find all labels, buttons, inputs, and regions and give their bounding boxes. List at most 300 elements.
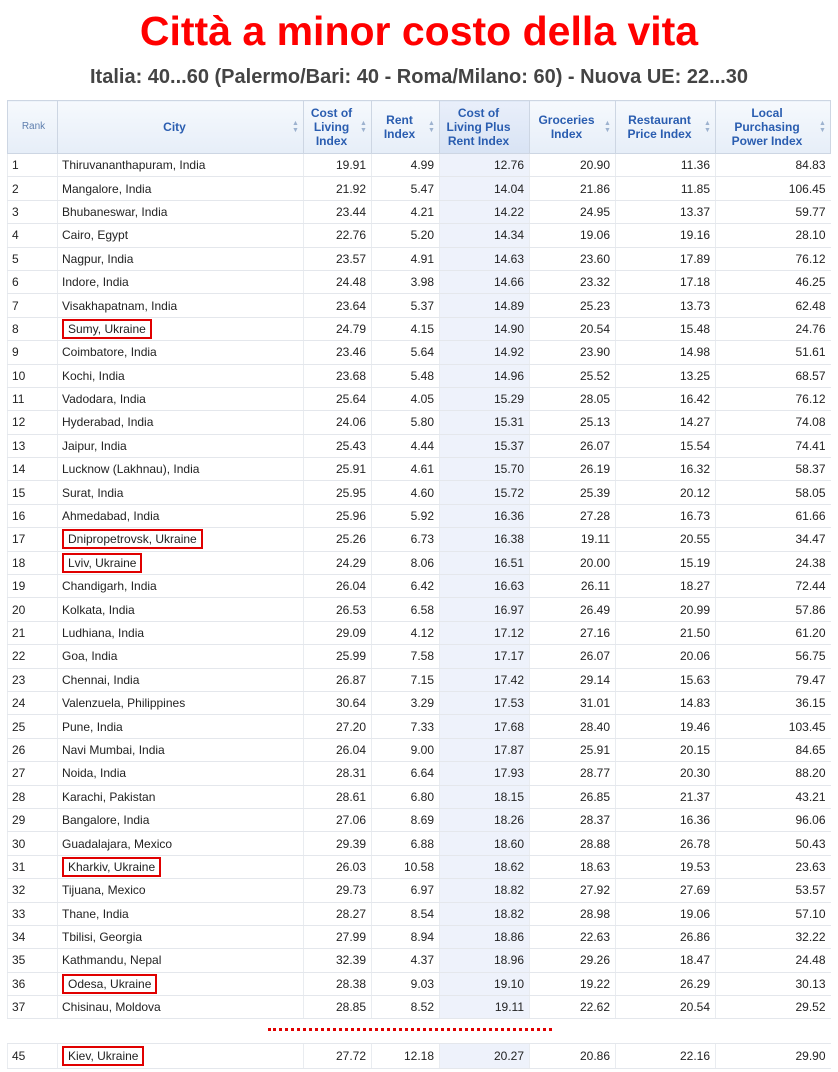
- city-name[interactable]: Bhubaneswar, India: [62, 204, 168, 219]
- groceries-cell: 20.90: [530, 154, 616, 177]
- cost-of-living-cell: 23.64: [304, 294, 372, 317]
- table-body: [8, 154, 831, 1019]
- city-name[interactable]: Bangalore, India: [62, 813, 150, 828]
- last-row-wrapper: [7, 1043, 830, 1069]
- rank-cell: 37: [8, 996, 58, 1019]
- city-name[interactable]: Goa, India: [62, 649, 118, 664]
- city-cell: [58, 808, 304, 831]
- cost-of-living-cell: 27.06: [304, 808, 372, 831]
- sort-arrows-icon: ▲ ▼: [360, 120, 367, 134]
- city-name[interactable]: Chisinau, Moldova: [62, 1000, 161, 1015]
- table-row[interactable]: [8, 458, 831, 481]
- purchasing-power-cell: 59.77: [716, 200, 831, 223]
- city-name[interactable]: Mangalore, India: [62, 181, 152, 196]
- cost-plus-rent-cell: 19.11: [440, 996, 530, 1019]
- rank-cell: 25: [8, 715, 58, 738]
- cost-of-living-cell: 25.64: [304, 387, 372, 410]
- table-row[interactable]: [8, 972, 831, 995]
- cost-plus-rent-cell: 17.17: [440, 645, 530, 668]
- header-restaurant-price-index[interactable]: Restaurant Price Index ▲ ▼: [616, 101, 716, 154]
- city-name[interactable]: Tijuana, Mexico: [62, 883, 146, 898]
- groceries-cell: 21.86: [530, 177, 616, 200]
- header-groceries-index[interactable]: Groceries Index ▲ ▼: [530, 101, 616, 154]
- rank-cell: 18: [8, 551, 58, 574]
- rank-cell: 3: [8, 200, 58, 223]
- city-cell: [58, 738, 304, 761]
- city-name[interactable]: Chandigarh, India: [62, 579, 157, 594]
- cost-of-living-cell: 25.99: [304, 645, 372, 668]
- city-name[interactable]: Hyderabad, India: [62, 415, 154, 430]
- restaurant-cell: 26.29: [616, 972, 716, 995]
- rank-cell: 8: [8, 317, 58, 340]
- rank-cell: 23: [8, 668, 58, 691]
- cost-of-living-cell: 21.92: [304, 177, 372, 200]
- groceries-cell: 26.11: [530, 575, 616, 598]
- cost-of-living-cell: 26.03: [304, 855, 372, 878]
- city-name[interactable]: Thiruvananthapuram, India: [62, 158, 206, 173]
- groceries-cell: 19.22: [530, 972, 616, 995]
- purchasing-power-cell: 72.44: [716, 575, 831, 598]
- cost-of-living-cell: 23.68: [304, 364, 372, 387]
- cost-of-living-cell: 27.20: [304, 715, 372, 738]
- rent-index-cell: 5.80: [372, 411, 440, 434]
- rank-cell: 34: [8, 925, 58, 948]
- restaurant-cell: 11.36: [616, 154, 716, 177]
- cost-plus-rent-cell: 17.12: [440, 621, 530, 644]
- city-name[interactable]: Cairo, Egypt: [62, 228, 129, 243]
- cost-of-living-cell: 28.27: [304, 902, 372, 925]
- table-row[interactable]: [8, 621, 831, 644]
- city-name[interactable]: Pune, India: [62, 719, 123, 734]
- city-name[interactable]: Kochi, India: [62, 368, 125, 383]
- rent-index-cell: 6.42: [372, 575, 440, 598]
- city-cell: [58, 411, 304, 434]
- cost-of-living-cell: 22.76: [304, 224, 372, 247]
- rent-index-cell: 6.97: [372, 879, 440, 902]
- restaurant-cell: 15.63: [616, 668, 716, 691]
- city-cell: [58, 528, 304, 551]
- rent-index-cell: 7.58: [372, 645, 440, 668]
- rank-cell: 45: [8, 1044, 58, 1069]
- cost-plus-rent-cell: 14.22: [440, 200, 530, 223]
- purchasing-power-cell: 58.05: [716, 481, 831, 504]
- rank-cell: 22: [8, 645, 58, 668]
- header-cost-of-living-index[interactable]: Cost of Living Index ▲ ▼: [304, 101, 372, 154]
- city-name[interactable]: Ludhiana, India: [62, 626, 145, 640]
- city-name[interactable]: Nagpur, India: [62, 251, 134, 266]
- table-row[interactable]: [8, 200, 831, 223]
- rent-index-cell: 8.52: [372, 996, 440, 1019]
- table-row[interactable]: [8, 902, 831, 925]
- city-name[interactable]: Visakhapatnam, India: [62, 298, 178, 313]
- cost-of-living-cell: 25.91: [304, 458, 372, 481]
- cost-of-living-cell: 28.61: [304, 785, 372, 808]
- restaurant-cell: 13.25: [616, 364, 716, 387]
- rent-index-cell: 5.47: [372, 177, 440, 200]
- cost-plus-rent-cell: 12.76: [440, 154, 530, 177]
- city-cell: [58, 996, 304, 1019]
- highlighted-city-name[interactable]: Kiev, Ukraine: [62, 1046, 144, 1066]
- cost-plus-rent-cell: 14.34: [440, 224, 530, 247]
- rent-index-cell: 4.12: [372, 621, 440, 644]
- sort-arrows-icon: ▲ ▼: [428, 120, 435, 134]
- highlighted-city-name[interactable]: Lviv, Ukraine: [62, 553, 142, 573]
- groceries-cell: 25.23: [530, 294, 616, 317]
- city-name[interactable]: Jaipur, India: [62, 438, 127, 453]
- city-cell: [58, 972, 304, 995]
- city-name[interactable]: Noida, India: [62, 766, 127, 781]
- groceries-cell: 26.49: [530, 598, 616, 621]
- cost-of-living-cell: 25.43: [304, 434, 372, 457]
- city-name[interactable]: Kathmandu, Nepal: [62, 953, 162, 968]
- rent-index-cell: 5.20: [372, 224, 440, 247]
- restaurant-cell: 16.73: [616, 504, 716, 527]
- cost-plus-rent-cell: 17.53: [440, 691, 530, 714]
- city-cell: [58, 364, 304, 387]
- cost-plus-rent-cell: 18.26: [440, 808, 530, 831]
- rent-index-cell: 6.88: [372, 832, 440, 855]
- table-row[interactable]: [8, 551, 831, 574]
- rent-index-cell: 8.94: [372, 925, 440, 948]
- city-cell: [58, 785, 304, 808]
- city-name[interactable]: Guadalajara, Mexico: [62, 836, 173, 851]
- page-subtitle: Italia: 40...60 (Palermo/Bari: 40 - Roma/Milano: 60) - Nuova UE: 22...30: [90, 66, 748, 88]
- city-cell: [58, 247, 304, 270]
- table-row[interactable]: [8, 738, 831, 761]
- groceries-cell: 31.01: [530, 691, 616, 714]
- groceries-cell: 27.92: [530, 879, 616, 902]
- restaurant-cell: 19.46: [616, 715, 716, 738]
- highlighted-city-name[interactable]: Dnipropetrovsk, Ukraine: [62, 529, 203, 549]
- rent-index-cell: 5.92: [372, 504, 440, 527]
- rank-cell: 16: [8, 504, 58, 527]
- city-cell: [58, 949, 304, 972]
- rank-cell: 1: [8, 154, 58, 177]
- restaurant-cell: 16.36: [616, 808, 716, 831]
- purchasing-power-cell: 36.15: [716, 691, 831, 714]
- table-row[interactable]: [8, 317, 831, 340]
- header-cost-plus-rent-index[interactable]: Cost of Living Plus Rent Index: [440, 101, 530, 154]
- restaurant-cell: 20.15: [616, 738, 716, 761]
- table-row[interactable]: [8, 434, 831, 457]
- cost-plus-rent-cell: 18.60: [440, 832, 530, 855]
- rankings-table: [7, 100, 831, 1019]
- purchasing-power-cell: 68.57: [716, 364, 831, 387]
- purchasing-power-cell: 74.08: [716, 411, 831, 434]
- rent-index-cell: 6.73: [372, 528, 440, 551]
- city-name[interactable]: Lucknow (Lakhnau), India: [62, 462, 200, 477]
- city-name[interactable]: Thane, India: [62, 906, 129, 921]
- cost-of-living-cell: 23.44: [304, 200, 372, 223]
- omitted-rows-separator: [268, 1028, 552, 1031]
- rent-index-cell: 6.64: [372, 762, 440, 785]
- restaurant-cell: 20.30: [616, 762, 716, 785]
- purchasing-power-cell: 56.75: [716, 645, 831, 668]
- city-cell: [58, 387, 304, 410]
- city-cell: [58, 598, 304, 621]
- rent-index-cell: 4.21: [372, 200, 440, 223]
- restaurant-cell: 26.86: [616, 925, 716, 948]
- table-row[interactable]: [8, 154, 831, 177]
- restaurant-cell: 26.78: [616, 832, 716, 855]
- purchasing-power-cell: 24.38: [716, 551, 831, 574]
- sort-arrows-icon: ▲ ▼: [604, 120, 611, 134]
- restaurant-cell: 19.53: [616, 855, 716, 878]
- cost-plus-rent-cell: 16.36: [440, 504, 530, 527]
- rent-index-cell: 8.54: [372, 902, 440, 925]
- restaurant-cell: 13.73: [616, 294, 716, 317]
- purchasing-power-cell: 23.63: [716, 855, 831, 878]
- groceries-cell: 24.95: [530, 200, 616, 223]
- city-cell: [58, 481, 304, 504]
- cost-of-living-table: [7, 100, 830, 1019]
- restaurant-cell: 22.16: [616, 1044, 716, 1069]
- purchasing-power-cell: 106.45: [716, 177, 831, 200]
- rank-cell: 10: [8, 364, 58, 387]
- table-row[interactable]: [8, 341, 831, 364]
- rent-index-cell: 8.69: [372, 808, 440, 831]
- cost-plus-rent-cell: 18.82: [440, 879, 530, 902]
- groceries-cell: 20.00: [530, 551, 616, 574]
- city-cell: [58, 317, 304, 340]
- rent-index-cell: 5.64: [372, 341, 440, 364]
- rank-cell: 24: [8, 691, 58, 714]
- restaurant-cell: 20.99: [616, 598, 716, 621]
- table-row[interactable]: [8, 224, 831, 247]
- sort-arrows-icon: ▲ ▼: [704, 120, 711, 134]
- cost-plus-rent-cell: 15.37: [440, 434, 530, 457]
- purchasing-power-cell: 43.21: [716, 785, 831, 808]
- table-row[interactable]: [8, 481, 831, 504]
- table-row[interactable]: [8, 668, 831, 691]
- rent-index-cell: 6.80: [372, 785, 440, 808]
- groceries-cell: 18.63: [530, 855, 616, 878]
- sort-arrows-icon: ▲ ▼: [819, 120, 826, 134]
- table-row[interactable]: [8, 177, 831, 200]
- rent-index-cell: 7.33: [372, 715, 440, 738]
- cost-of-living-cell: 19.91: [304, 154, 372, 177]
- restaurant-cell: 14.27: [616, 411, 716, 434]
- rankings-table-tail: [7, 1043, 831, 1069]
- rank-cell: 19: [8, 575, 58, 598]
- cost-plus-rent-cell: 14.04: [440, 177, 530, 200]
- restaurant-cell: 20.55: [616, 528, 716, 551]
- table-row[interactable]: [8, 364, 831, 387]
- table-row[interactable]: [8, 504, 831, 527]
- table-row[interactable]: [8, 691, 831, 714]
- cost-of-living-cell: 24.79: [304, 317, 372, 340]
- cost-of-living-cell: 28.38: [304, 972, 372, 995]
- header-rent-index[interactable]: Rent Index ▲ ▼: [372, 101, 440, 154]
- city-cell: [58, 762, 304, 785]
- purchasing-power-cell: 76.12: [716, 247, 831, 270]
- purchasing-power-cell: 61.66: [716, 504, 831, 527]
- purchasing-power-cell: 50.43: [716, 832, 831, 855]
- table-row[interactable]: [8, 294, 831, 317]
- rent-index-cell: 5.37: [372, 294, 440, 317]
- city-name[interactable]: Karachi, Pakistan: [62, 789, 156, 804]
- table-row[interactable]: [8, 949, 831, 972]
- table-row[interactable]: [8, 645, 831, 668]
- header-local-purchasing-power-index[interactable]: Local Purchasing Power Index ▲ ▼: [716, 101, 831, 154]
- city-name[interactable]: Valenzuela, Philippines: [62, 696, 186, 711]
- purchasing-power-cell: 103.45: [716, 715, 831, 738]
- groceries-cell: 25.52: [530, 364, 616, 387]
- city-name[interactable]: Coimbatore, India: [62, 345, 157, 360]
- city-cell: [58, 341, 304, 364]
- table-row[interactable]: [8, 598, 831, 621]
- cost-of-living-cell: 26.53: [304, 598, 372, 621]
- cost-plus-rent-cell: 18.15: [440, 785, 530, 808]
- cost-plus-rent-cell: 15.29: [440, 387, 530, 410]
- rent-index-cell: 9.00: [372, 738, 440, 761]
- purchasing-power-cell: 79.47: [716, 668, 831, 691]
- purchasing-power-cell: 29.52: [716, 996, 831, 1019]
- table-row[interactable]: [8, 855, 831, 878]
- cost-plus-rent-cell: 16.97: [440, 598, 530, 621]
- cost-plus-rent-cell: 15.31: [440, 411, 530, 434]
- city-name[interactable]: Navi Mumbai, India: [62, 742, 165, 757]
- table-row[interactable]: [8, 270, 831, 293]
- groceries-cell: 26.07: [530, 434, 616, 457]
- table-row[interactable]: [8, 575, 831, 598]
- city-name[interactable]: Ahmedabad, India: [62, 509, 160, 524]
- table-row[interactable]: [8, 247, 831, 270]
- cost-plus-rent-cell: 18.96: [440, 949, 530, 972]
- table-row[interactable]: [8, 785, 831, 808]
- cost-of-living-cell: 29.39: [304, 832, 372, 855]
- header-rank[interactable]: Rank: [8, 101, 58, 154]
- rank-cell: 4: [8, 224, 58, 247]
- rank-cell: 14: [8, 458, 58, 481]
- table-row[interactable]: [8, 411, 831, 434]
- table-row[interactable]: [8, 1044, 831, 1069]
- highlighted-city-name[interactable]: Odesa, Ukraine: [62, 974, 157, 994]
- cost-of-living-cell: 27.99: [304, 925, 372, 948]
- rank-cell: 7: [8, 294, 58, 317]
- cost-plus-rent-cell: 14.63: [440, 247, 530, 270]
- groceries-cell: 19.11: [530, 528, 616, 551]
- table-row[interactable]: [8, 715, 831, 738]
- groceries-cell: 26.19: [530, 458, 616, 481]
- cost-of-living-cell: 24.29: [304, 551, 372, 574]
- city-cell: [58, 1044, 304, 1069]
- city-name[interactable]: Kolkata, India: [62, 602, 135, 617]
- restaurant-cell: 15.54: [616, 434, 716, 457]
- cost-plus-rent-cell: 15.72: [440, 481, 530, 504]
- purchasing-power-cell: 24.76: [716, 317, 831, 340]
- rank-cell: 21: [8, 621, 58, 644]
- table-row[interactable]: [8, 528, 831, 551]
- table-row[interactable]: [8, 996, 831, 1019]
- rank-cell: 31: [8, 855, 58, 878]
- rent-index-cell: 4.05: [372, 387, 440, 410]
- purchasing-power-cell: 30.13: [716, 972, 831, 995]
- highlighted-city-name[interactable]: Sumy, Ukraine: [62, 319, 152, 339]
- groceries-cell: 20.86: [530, 1044, 616, 1069]
- rent-index-cell: 4.15: [372, 317, 440, 340]
- groceries-cell: 22.63: [530, 925, 616, 948]
- cost-plus-rent-cell: 19.10: [440, 972, 530, 995]
- city-cell: [58, 224, 304, 247]
- city-name[interactable]: Chennai, India: [62, 672, 140, 687]
- city-cell: [58, 200, 304, 223]
- city-cell: [58, 691, 304, 714]
- rank-cell: 5: [8, 247, 58, 270]
- purchasing-power-cell: 46.25: [716, 270, 831, 293]
- purchasing-power-cell: 58.37: [716, 458, 831, 481]
- restaurant-cell: 18.27: [616, 575, 716, 598]
- table-row[interactable]: [8, 808, 831, 831]
- groceries-cell: 27.28: [530, 504, 616, 527]
- highlighted-city-name[interactable]: Kharkiv, Ukraine: [62, 857, 161, 877]
- city-name[interactable]: Surat, India: [62, 485, 124, 500]
- rank-cell: 17: [8, 528, 58, 551]
- rank-cell: 2: [8, 177, 58, 200]
- table-header-row: [8, 101, 831, 154]
- purchasing-power-cell: 61.20: [716, 621, 831, 644]
- cost-of-living-cell: 29.09: [304, 621, 372, 644]
- restaurant-cell: 20.12: [616, 481, 716, 504]
- cost-of-living-cell: 27.72: [304, 1044, 372, 1069]
- city-cell: [58, 855, 304, 878]
- restaurant-cell: 16.32: [616, 458, 716, 481]
- groceries-cell: 28.05: [530, 387, 616, 410]
- table-row[interactable]: [8, 879, 831, 902]
- purchasing-power-cell: 53.57: [716, 879, 831, 902]
- city-name[interactable]: Tbilisi, Georgia: [62, 930, 143, 945]
- rent-index-cell: 4.37: [372, 949, 440, 972]
- city-cell: [58, 504, 304, 527]
- table-row[interactable]: [8, 762, 831, 785]
- purchasing-power-cell: 32.22: [716, 925, 831, 948]
- rent-index-cell: 4.60: [372, 481, 440, 504]
- purchasing-power-cell: 57.86: [716, 598, 831, 621]
- groceries-cell: 25.91: [530, 738, 616, 761]
- cost-plus-rent-cell: 20.27: [440, 1044, 530, 1069]
- restaurant-cell: 15.19: [616, 551, 716, 574]
- cost-of-living-cell: 26.04: [304, 575, 372, 598]
- purchasing-power-cell: 51.61: [716, 341, 831, 364]
- groceries-cell: 20.54: [530, 317, 616, 340]
- city-name[interactable]: Vadodara, India: [62, 392, 146, 407]
- table-row[interactable]: [8, 925, 831, 948]
- rank-cell: 15: [8, 481, 58, 504]
- restaurant-cell: 14.98: [616, 341, 716, 364]
- restaurant-cell: 18.47: [616, 949, 716, 972]
- cost-plus-rent-cell: 14.92: [440, 341, 530, 364]
- city-name[interactable]: Indore, India: [62, 275, 129, 290]
- city-cell: [58, 177, 304, 200]
- rent-index-cell: 4.99: [372, 154, 440, 177]
- city-cell: [58, 902, 304, 925]
- groceries-cell: 23.60: [530, 247, 616, 270]
- cost-plus-rent-cell: 15.70: [440, 458, 530, 481]
- table-row[interactable]: [8, 387, 831, 410]
- rank-cell: 35: [8, 949, 58, 972]
- table-row[interactable]: [8, 832, 831, 855]
- purchasing-power-cell: 62.48: [716, 294, 831, 317]
- city-cell: [58, 294, 304, 317]
- cost-plus-rent-cell: 17.68: [440, 715, 530, 738]
- header-city[interactable]: City ▲ ▼: [58, 101, 304, 154]
- city-cell: [58, 154, 304, 177]
- restaurant-cell: 20.54: [616, 996, 716, 1019]
- city-cell: [58, 925, 304, 948]
- city-cell: [58, 715, 304, 738]
- city-cell: [58, 551, 304, 574]
- groceries-cell: 28.88: [530, 832, 616, 855]
